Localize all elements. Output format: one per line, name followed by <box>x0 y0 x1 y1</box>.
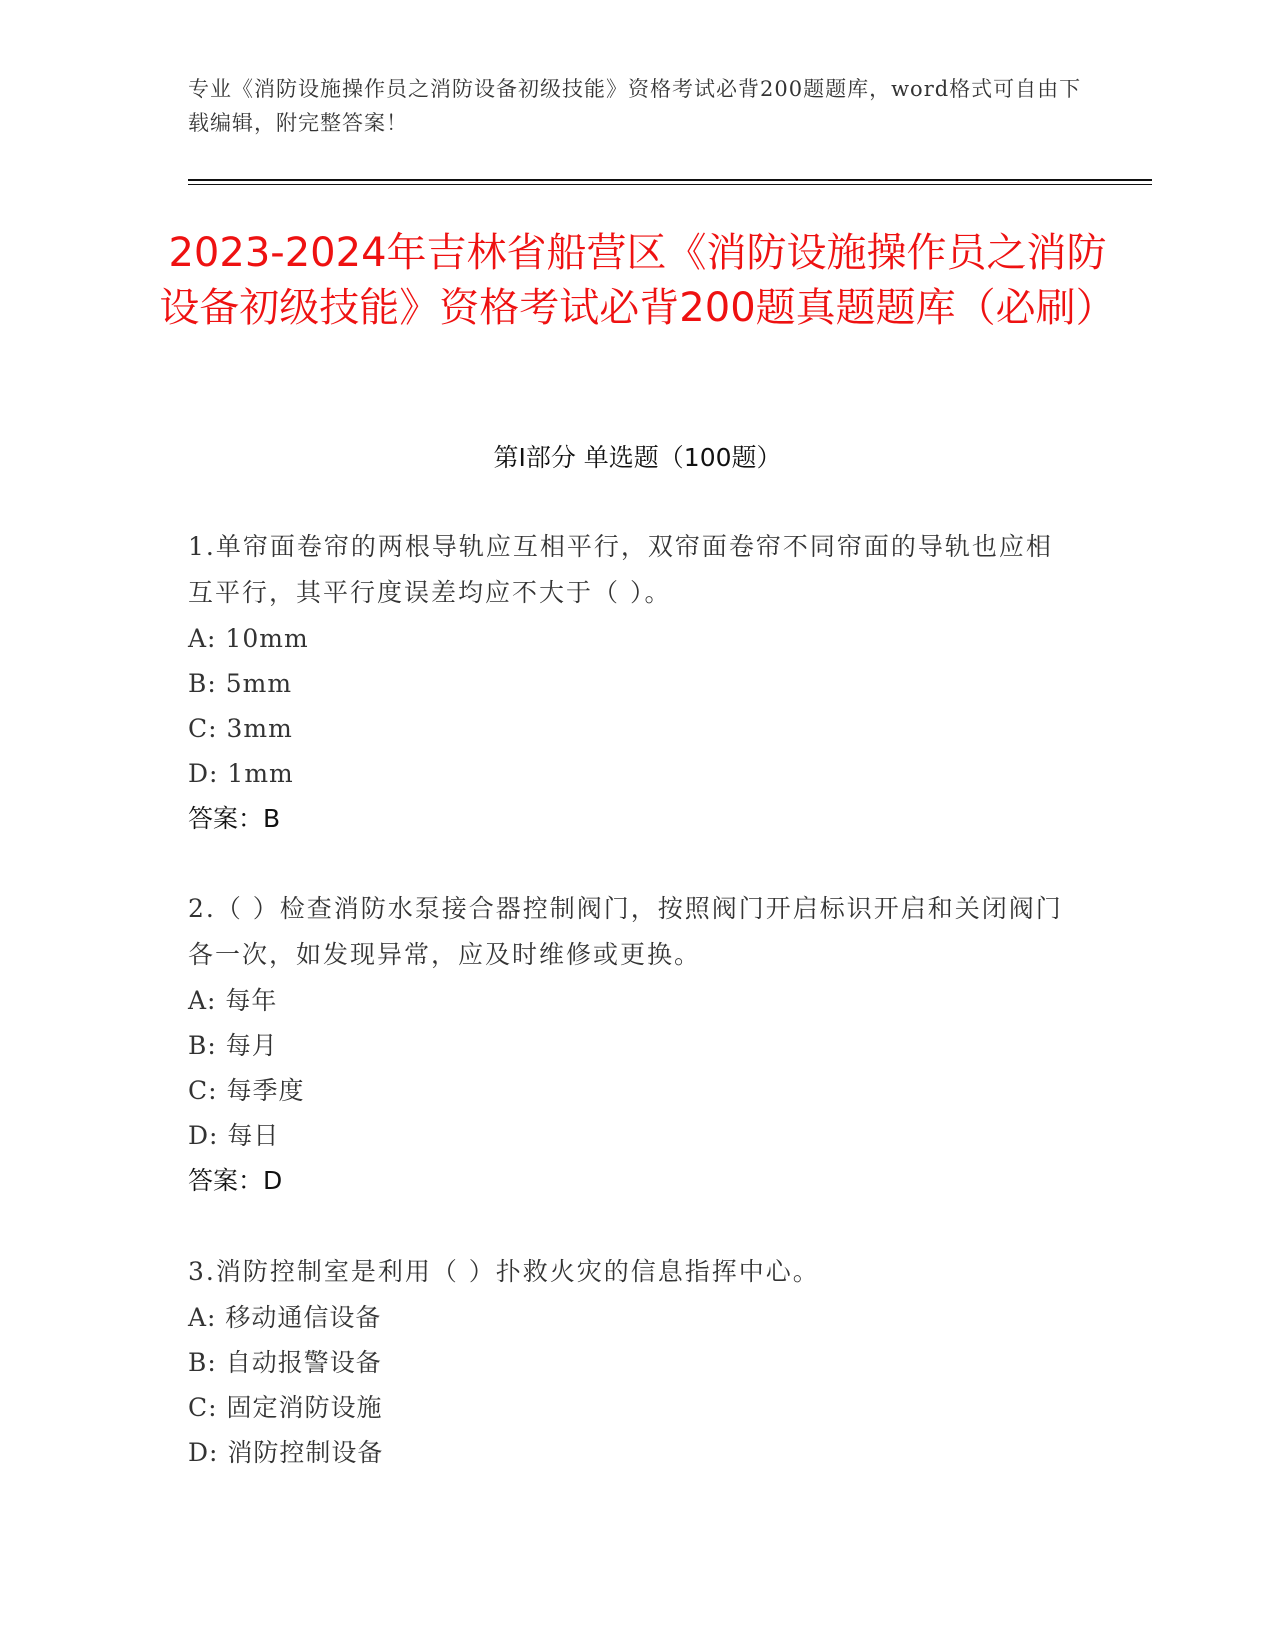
option-b: B: 每月 <box>188 1031 278 1060</box>
option-c: C: 固定消防设施 <box>188 1393 383 1422</box>
option-b: B: 自动报警设备 <box>188 1348 382 1377</box>
option-c: C: 3mm <box>188 714 293 743</box>
question-1 <box>188 524 1068 842</box>
option-c: C: 每季度 <box>188 1076 305 1105</box>
option-d: D: 每日 <box>188 1121 280 1150</box>
header-divider-thick <box>188 179 1152 181</box>
question-stem: 2.（ ）检查消防水泵接合器控制阀门，按照阀门开启标识开启和关闭阀门各一次，如发现异常，应及时维修或更换。 <box>188 894 1063 969</box>
option-d: D: 消防控制设备 <box>188 1438 384 1467</box>
document-title: 2023-2024年吉林省船营区《消防设施操作员之消防设备初级技能》资格考试必背200题真题题库（必刷） <box>159 230 1116 331</box>
question-stem: 1.单帘面卷帘的两根导轨应互相平行，双帘面卷帘不同帘面的导轨也应相互平行，其平行度误差均应不大于（ ）。 <box>188 532 1053 607</box>
question-stem: 3.消防控制室是利用（ ）扑救火灾的信息指挥中心。 <box>188 1257 820 1286</box>
option-a: A: 10mm <box>188 624 309 653</box>
option-a: A: 每年 <box>188 986 278 1015</box>
section-heading: 第Ⅰ部分 单选题（100题） <box>493 443 782 472</box>
header-note: 专业《消防设施操作员之消防设备初级技能》资格考试必背200题题库，word格式可自由下载编辑，附完整答案！ <box>188 77 1082 135</box>
option-b: B: 5mm <box>188 669 293 698</box>
answer: 答案：B <box>188 804 281 833</box>
option-d: D: 1mm <box>188 759 294 788</box>
answer: 答案：D <box>188 1166 283 1195</box>
header-divider-thin <box>188 184 1152 185</box>
question-2 <box>188 886 1068 1204</box>
question-3 <box>188 1249 1068 1475</box>
option-a: A: 移动通信设备 <box>188 1303 382 1332</box>
